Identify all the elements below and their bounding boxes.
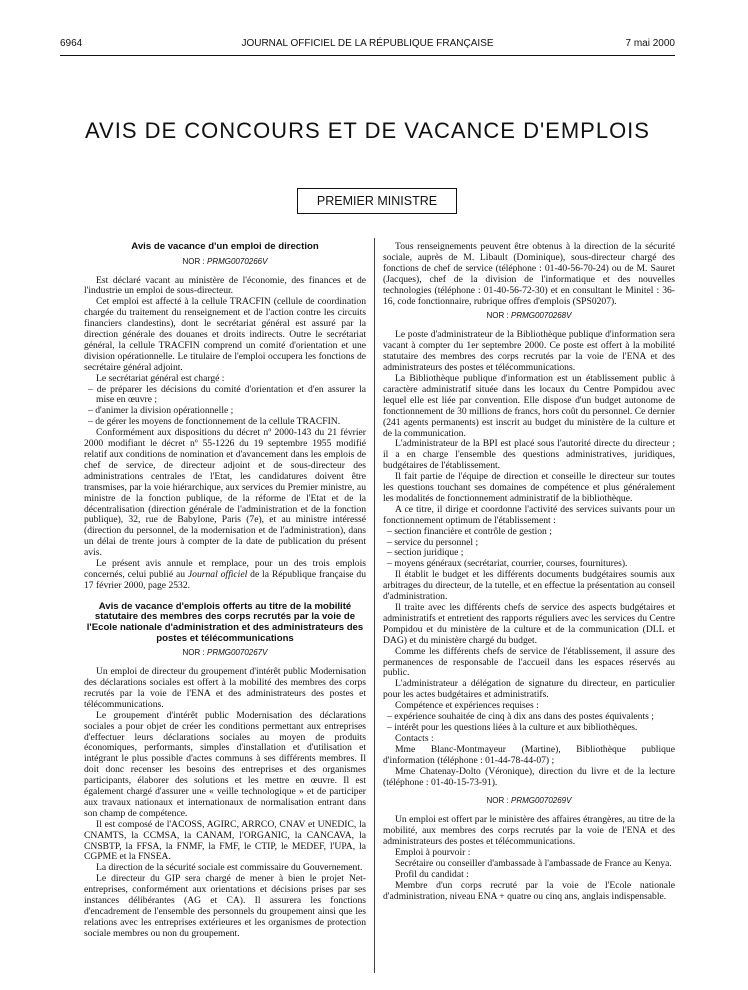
paragraph: Membre d'un corps recruté par la voie de l'Ecole nationale d'administration, niveau ENA + quatre ou cinq ans, anglais indispensable. [383, 879, 675, 902]
paragraph: Secrétaire ou conseiller d'ambassade à l'ambassade de France au Kenya. [395, 857, 672, 869]
list-item: – section financière et contrôle de gestion ; [387, 525, 552, 537]
paragraph: Le directeur du GIP sera chargé de mener à bien le projet Net-entreprises, conformément aux orientations et décisions prises par ses instances délibérantes (AG et CA). Il assurera les fonctions d'encadrement de l'ensemble des personnels du groupement ainsi que les relations avec les entreprises extérieures et les organismes de protection sociale membres ou non du groupement. [84, 873, 366, 939]
paragraph: Comme les différents chefs de service de l'établissement, il assure des permanences de responsable de l'accueil dans les espaces réservés au public. [383, 645, 675, 679]
paragraph: Profil du candidat : [395, 868, 469, 880]
journal-name: JOURNAL OFFICIEL DE LA RÉPUBLIQUE FRANÇAISE [241, 38, 494, 49]
paragraph: La direction de la sécurité sociale est commissaire du Gouvernement. [96, 862, 363, 874]
nor-reference-1: NOR : PRMG0070266V [182, 256, 268, 266]
page-header [60, 38, 675, 52]
notice-title-1: Avis de vacance d'un emploi de direction [131, 241, 319, 252]
notice-title-2: Avis de vacance d'emplois offerts au titre de la mobilité statutaire des membres des corps recrutés par la voie de l'Ecole nationale d'administration et des administrateurs des postes et télécommunications [86, 600, 364, 644]
list-item: – d'animer la division opérationnelle ; [88, 405, 234, 417]
duties-list [84, 385, 366, 429]
list-item: – service du personnel ; [387, 536, 479, 548]
paragraph: Mme Blanc-Montmayeur (Martine), Bibliothèque publique d'information (téléphone : 01-44-78-44-07) ; [383, 743, 675, 766]
left-column [84, 242, 366, 940]
list-item: – de préparer les décisions du comité d'orientation et d'en assurer la mise en œuvre ; [88, 383, 366, 406]
header-rule [60, 55, 675, 56]
services-list [383, 527, 675, 571]
nor-reference-3: NOR : PRMG0070268V [486, 311, 572, 321]
nor-reference-2: NOR : PRMG0070267V [182, 648, 268, 658]
paragraph: Il fait partie de l'équipe de direction et conseille le directeur sur toutes les questions touchant ses domaines de compétence et plus généralement les modalités de fonctionnement administratif de la bibliothèque. [383, 471, 675, 504]
paragraph: Compétence et expériences requises : [395, 700, 539, 712]
requirements-list [383, 712, 675, 734]
paragraph: Il est composé de l'ACOSS, AGIRC, ARRCO, CNAV et UNEDIC, la CNAMTS, la CCMSA, la CANAM, l'ORGANIC, la CANCAVA, la CNSBTP, la FFSA, la FNMF, la FMF, le CTIP, le MEDEF, l'UPA, la CGPME et la FNSEA. [84, 818, 366, 863]
list-item: – section juridique ; [387, 547, 464, 559]
paragraph: L'administrateur a délégation de signature du directeur, en particulier pour les actes budgétaires et administratifs. [383, 678, 675, 701]
paragraph: Emploi à pourvoir : [395, 847, 471, 859]
page-title: AVIS DE CONCOURS ET DE VACANCE D'EMPLOIS [85, 118, 650, 143]
paragraph: Est déclaré vacant au ministère de l'économie, des finances et de l'industrie un emploi de sous-directeur. [84, 274, 366, 297]
list-item: – moyens généraux (secrétariat, courrier, courses, fournitures). [387, 558, 628, 570]
column-divider [374, 238, 375, 973]
section-heading: PREMIER MINISTRE [297, 188, 457, 214]
paragraph: Le présent avis annule et remplace, pour un des trois emplois concernés, celui publié au Journal officiel de la République française du 17 février 2000, page 2532. [84, 558, 367, 591]
page-number: 6964 [60, 38, 83, 49]
paragraph: Il établit le budget et les différents documents budgétaires soumis aux arbitrages du directeur, de la tutelle, et en effectue la présentation au conseil d'administration. [383, 569, 675, 603]
right-column [383, 242, 675, 903]
paragraph: Le poste d'administrateur de la Bibliothèque publique d'information sera vacant à compter du 1er septembre 2000. Ce poste est offert à la mobilité statutaire des membres des corps recrutés par la voie de l'ENA et des administrateurs des postes et télécommunications. [383, 329, 675, 374]
paragraph: Contacts : [395, 732, 434, 744]
nor-reference-4: NOR : PRMG0070269V [486, 796, 572, 806]
paragraph: Le groupement d'intérêt public Modernisation des déclarations sociales a pour objet de créer les conditions permettant aux entreprises d'effectuer leurs déclarations sociales au moyen de produits économiques, performants, simples d'installation et d'utilisation et intégrant le plus possible d'actes communs à ses différents membres. Il doit donc recenser les besoins des entreprises et des organismes participants, élaborer des solutions et les mettre en œuvre. Il est également chargé d'assurer une « veille technologique » et de participer aux travaux nationaux et internationaux de normalisation entrant dans son champ de compétence. [84, 709, 366, 819]
paragraph: Le secrétariat général est chargé : [96, 372, 225, 384]
paragraph: La Bibliothèque publique d'information est un établissement public à caractère administratif située dans les locaux du Centre Pompidou avec lequel elle est liée par convention. Elle dispose d'un budget autonome de fonctionnement de 30 millions de francs, hors coût du personnel. Ce dernier (241 agents permanents) est inscrit au budget du ministère de la culture et de la communication. [383, 372, 675, 439]
list-item: – de gérer les moyens de fonctionnement de la cellule TRACFIN. [88, 416, 341, 428]
paragraph: A ce titre, il dirige et coordonne l'activité des services suivants pour un fonctionnement optimum de l'établissement : [383, 503, 675, 526]
list-item: – expérience souhaitée de cinq à dix ans dans des postes équivalents ; [387, 711, 654, 723]
paragraph: Un emploi est offert par le ministère des affaires étrangères, au titre de la mobilité, aux membres des corps recrutés par la voie de l'ENA et des administrateurs des postes et télécommunications. [383, 814, 675, 848]
list-item: – intérêt pour les questions liées à la culture et aux bibliothèques. [387, 721, 638, 733]
paragraph: Tous renseignements peuvent être obtenus à la direction de la sécurité sociale, auprès de M. Libault (Dominique), sous-directeur chargé des fonctions de chef de service (téléphone : 01-40-56-70-24) ou de M. Sauret (Jacques), chef de la division de l'informatique et des nouvelles technologies (téléphone : 01-40-56-72-30) et en consultant le Minitel : 36-16, code fonctionnaire, rubrique offres d'emplois (SPS0207). [383, 241, 675, 307]
paragraph: Il traite avec les différents chefs de service des aspects budgétaires et administratifs et entretient des rapports réguliers avec les services du Centre Pompidou et du ministère de la culture et de la communication (DLL et DAG) et du ministère chargé du budget. [383, 602, 675, 646]
paragraph: Cet emploi est affecté à la cellule TRACFIN (cellule de coordination chargée du traitement du renseignement et de l'action contre les circuits financiers clandestins), dont le secrétariat général est assuré par la direction générale des douanes et droits indirects. Outre le secrétariat général, la cellule TRACFIN comprend un comité d'orientation et une division opérationnelle. Le titulaire de l'emploi occupera les fonctions de secrétaire général adjoint. [84, 296, 366, 373]
paragraph: L'administrateur de la BPI est placé sous l'autorité directe du directeur ; il a en charge l'ensemble des questions administratives, juridiques, budgétaires de l'établissement. [383, 438, 675, 472]
paragraph: Conformément aux dispositions du décret nº 2000-143 du 21 février 2000 modifiant le décret nº 55-1226 du 19 septembre 1955 modifié relatif aux conditions de nomination et d'avancement dans les emplois de chef de service, de directeur adjoint et de sous-directeur des administrations centrales de l'Etat, les candidatures doivent être transmises, par la voie hiérarchique, aux services du Premier ministre, au ministre de la fonction publique, de la réforme de l'Etat et de la décentralisation (direction générale de l'administration et de la fonction publique), 32, rue de Babylone, Paris (7e), et au ministre intéressé (direction du personnel, de la modernisation et de l'administration), dans un délai de trente jours à compter de la date de publication du présent avis. [84, 427, 366, 559]
issue-date: 7 mai 2000 [625, 38, 675, 49]
paragraph: Mme Chatenay-Dolto (Véronique), direction du livre et de la lecture (téléphone : 01-40-15-73-91). [383, 765, 675, 788]
paragraph: Un emploi de directeur du groupement d'intérêt public Modernisation des déclarations sociales est offert à la mobilité des membres des corps recrutés par la voie de l'ENA et des administrateurs des postes et télécommunications. [84, 666, 366, 710]
